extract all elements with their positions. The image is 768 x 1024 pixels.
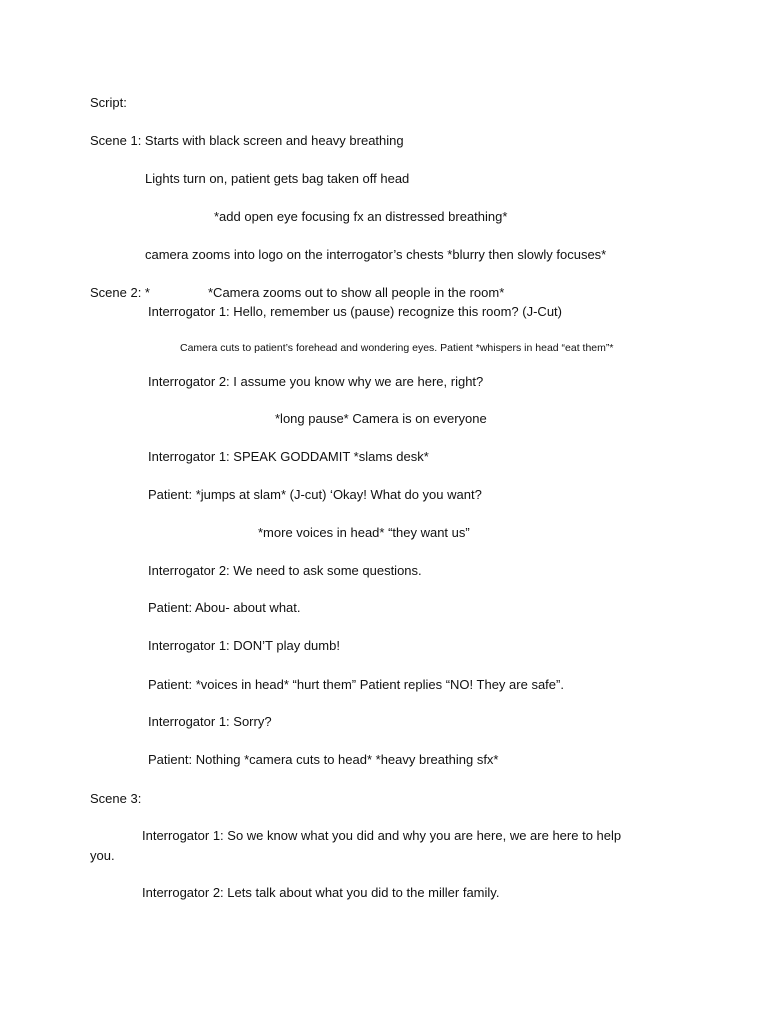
scene-3-line: Interrogator 1: So we know what you did and why you are here, we are here to help <box>142 828 622 843</box>
scene-2-line: Interrogator 1: Sorry? <box>148 714 272 729</box>
scene-2-line: Interrogator 2: I assume you know why we are here, right? <box>148 374 484 389</box>
script-heading: Script: <box>90 95 127 110</box>
scene-3-heading: Scene 3: <box>90 791 142 806</box>
scene-1-heading: Scene 1: Starts with black screen and heavy breathing <box>90 133 404 148</box>
scene-2-line: Interrogator 1: Hello, remember us (pause) recognize this room? (J-Cut) <box>148 304 562 319</box>
scene-2-line: Patient: *voices in head* “hurt them” Patient replies “NO! They are safe”. <box>148 677 564 692</box>
scene-1-line: *add open eye focusing fx an distressed breathing* <box>214 209 508 224</box>
scene-2-line: Interrogator 2: We need to ask some questions. <box>148 563 422 578</box>
scene-2-line: Camera cuts to patient’s forehead and wondering eyes. Patient *whispers in head “eat them”* <box>180 342 614 354</box>
scene-3-line: Interrogator 2: Lets talk about what you did to the miller family. <box>142 885 500 900</box>
scene-2-line: *long pause* Camera is on everyone <box>275 411 487 426</box>
scene-1-line: Lights turn on, patient gets bag taken off head <box>145 171 410 186</box>
scene-1-line: camera zooms into logo on the interrogator’s chests *blurry then slowly focuses* <box>145 247 607 262</box>
scene-2-line: Interrogator 1: DON’T play dumb! <box>148 638 340 653</box>
scene-2-line: Interrogator 1: SPEAK GODDAMIT *slams desk* <box>148 449 429 464</box>
scene-2-line: Patient: *jumps at slam* (J-cut) ‘Okay! What do you want? <box>148 487 482 502</box>
scene-2-line: Patient: Nothing *camera cuts to head* *heavy breathing sfx* <box>148 752 499 767</box>
scene-2-heading: Scene 2: * <box>90 285 150 300</box>
scene-2-line: *more voices in head* “they want us” <box>258 525 470 540</box>
scene-2-direction: *Camera zooms out to show all people in the room* <box>208 285 505 300</box>
scene-3-line-continued: you. <box>90 848 115 863</box>
scene-2-line: Patient: Abou- about what. <box>148 600 301 615</box>
